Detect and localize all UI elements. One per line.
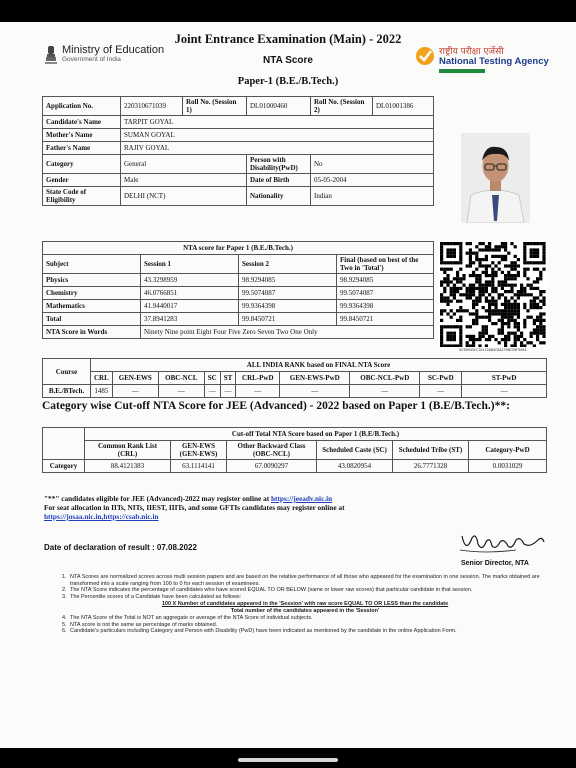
dob-label: Date of Birth: [247, 174, 311, 187]
note-text: The NTA Score of the Total is NOT an aggregate or average of the NTA Score of individual subjects.: [70, 615, 313, 621]
candidate-details-table: [42, 96, 434, 206]
gender-value: Male: [121, 174, 247, 187]
cutoff-value: 88.4121383: [85, 460, 171, 473]
dob-value: 05-05-2004: [311, 174, 434, 187]
rank-col: CRL: [91, 372, 113, 385]
eligibility-line1: "**" candidates eligible for JEE (Advanced)-2022 may register online at: [44, 494, 271, 503]
formula-denominator: Total number of the candidates appeared in the 'Session': [230, 607, 380, 614]
cutoff-col: Scheduled Tribe (ST): [393, 441, 469, 460]
cutoff-table: [42, 427, 547, 473]
rank-col: ST-PwD: [462, 372, 547, 385]
final-score: 99.8450721: [337, 313, 434, 326]
eligibility-note: [44, 494, 524, 521]
course-name: B.E./BTech.: [43, 385, 91, 398]
note-text: The NTA Score indicates the percentage of candidates who have scored EQUAL TO OR BELOW (same or lower raw scores) that particular candidate in that session.: [70, 587, 473, 593]
application-number: 220310671039: [121, 97, 183, 116]
rank-col: OBC-NCL: [158, 372, 204, 385]
signature-image: [456, 528, 548, 558]
all-india-rank-table: [42, 358, 547, 398]
exam-title: Joint Entrance Examination (Main) - 2022: [174, 32, 402, 46]
qr-code: [438, 241, 548, 347]
cutoff-col: Scheduled Caste (SC): [317, 441, 393, 460]
rank-value: —: [350, 385, 420, 398]
session2-score: 99.9364398: [239, 300, 337, 313]
percentile-formula: [62, 601, 548, 614]
note-item: 1. NTA Scores are normalized scores across multi session papers and are based on the relative performance of all those who appeared for the examination in one session. The marks obtained are transformed into a scale ranging from 100 to 0 for each session of examinees.: [62, 574, 548, 587]
table-row: [43, 300, 434, 313]
candidate-name: TARPIT GOYAL: [121, 116, 434, 129]
roll1-number: DL01000460: [247, 97, 311, 116]
roll1-label: Roll No. (Session 1): [183, 97, 247, 116]
roll2-number: DL01001386: [373, 97, 434, 116]
table-row: [43, 274, 434, 287]
nta-tagline-bar: [439, 69, 485, 73]
rank-col: SC-PwD: [420, 372, 462, 385]
rank-col: GEN-EWS: [112, 372, 158, 385]
application-label: Application No.: [43, 97, 121, 116]
score-words: Ninety Nine point Eight Four Five Zero Seven Two One Only: [141, 326, 434, 339]
note-text: The Percentile scores of a Candidate have been calculated as follows:: [70, 593, 242, 600]
signatory-title: Senior Director, NTA: [461, 560, 529, 567]
father-label: Father's Name: [43, 142, 121, 155]
note-item: 6. Candidate's particulars including Category and Person with Disability (PwD) have been indicated as mentioned by the candidate in the online Application Form.: [62, 628, 457, 634]
col-final: Final (based on best of the Two in 'Total'): [337, 255, 434, 274]
session1-score: 41.9440017: [141, 300, 239, 313]
session2-score: 99.5074087: [239, 287, 337, 300]
josaa-csab-link[interactable]: https://josaa.nic.in,https://csab.nic.in: [44, 512, 159, 521]
rank-col: SC: [204, 372, 220, 385]
session2-score: 99.8450721: [239, 313, 337, 326]
cutoff-col: Common Rank List (CRL): [85, 441, 171, 460]
rank-col: ST: [220, 372, 236, 385]
col-session1: Session 1: [141, 255, 239, 274]
candidate-photo-image: [461, 133, 530, 223]
cutoff-value: 67.0090297: [227, 460, 317, 473]
session1-score: 43.3298959: [141, 274, 239, 287]
rank-value: —: [112, 385, 158, 398]
nationality-label: Nationality: [247, 187, 311, 206]
cutoff-col: Other Backward Class (OBC-NCL): [227, 441, 317, 460]
nationality-value: Indian: [311, 187, 434, 206]
note-item: 2. The NTA Score indicates the percentage of candidates who have scored EQUAL TO OR BELOW (same or lower raw scores) that particular candidate in that session.: [62, 587, 473, 593]
final-score: 99.5074087: [337, 287, 434, 300]
note-text: Candidate's particulars including Category and Person with Disability (PwD) have been indicated as mentioned by the candidate in the online Application Form.: [70, 628, 457, 634]
candidate-photo: [461, 133, 530, 223]
final-score: 98.9294085: [337, 274, 434, 287]
roll2-label: Roll No. (Session 2): [311, 97, 373, 116]
col-subject: Subject: [43, 255, 141, 274]
cutoff-row-label: Category: [43, 460, 85, 473]
score-card: [0, 22, 576, 748]
formula-numerator: 100 X Number of candidates appeared in the 'Session' with raw score EQUAL TO OR LESS than the candidate: [161, 601, 449, 607]
rank-value: —: [280, 385, 350, 398]
nta-score-table: [42, 241, 434, 339]
subject-name: Physics: [43, 274, 141, 287]
ministry-government: Government of India: [62, 56, 121, 63]
jeeadv-link[interactable]: https://jeeadv.nic.in: [271, 494, 333, 503]
rank-value: —: [420, 385, 462, 398]
state-value: DELHI (NCT): [121, 187, 247, 206]
mother-name: SUMAN GOYAL: [121, 129, 434, 142]
subject-name: Chemistry: [43, 287, 141, 300]
rank-value: —: [204, 385, 220, 398]
home-indicator[interactable]: [238, 758, 338, 762]
ministry-name: Ministry of Education: [62, 44, 165, 56]
cutoff-table-heading: Cut-off Total NTA Score based on Paper 1 (B.E/B.Tech.): [85, 428, 547, 441]
note-item: 4. The NTA Score of the Total is NOT an aggregate or average of the NTA Score of individual subjects.: [62, 615, 313, 621]
subject-name: Total: [43, 313, 141, 326]
name-label: Candidate's Name: [43, 116, 121, 129]
col-session2: Session 2: [239, 255, 337, 274]
cutoff-value: 43.0820954: [317, 460, 393, 473]
session1-score: 37.8941283: [141, 313, 239, 326]
rank-value: —: [236, 385, 280, 398]
note-item: 5. NTA score is not the same as percentage of marks obtained.: [62, 621, 218, 628]
cutoff-blank-cell: [43, 428, 85, 460]
course-label: Course: [43, 359, 91, 385]
note-item: 3. The Percentile scores of a Candidate have been calculated as follows:: [62, 593, 242, 600]
cutoff-col: Category-PwD: [469, 441, 547, 460]
cutoff-heading: Category wise Cut-off NTA Score for JEE (Advanced) - 2022 based on Paper 1 (B.E/B.Tech.)**:: [42, 400, 510, 412]
qr-code-image: [438, 241, 548, 347]
cutoff-col: GEN-EWS (GEN-EWS): [171, 441, 227, 460]
rank-col: GEN-EWS-PwD: [280, 372, 350, 385]
rank-col: OBC-NCL-PwD: [350, 372, 420, 385]
score-words-label: NTA Score in Words: [43, 326, 141, 339]
mother-label: Mother's Name: [43, 129, 121, 142]
rank-col: CRL-PwD: [236, 372, 280, 385]
rank-value: —: [220, 385, 236, 398]
score-subtitle: NTA Score: [262, 55, 313, 66]
cutoff-value: 26.7771328: [393, 460, 469, 473]
category-value: General: [121, 155, 247, 174]
final-score: 99.9364398: [337, 300, 434, 313]
category-label: Category: [43, 155, 121, 174]
rank-heading: ALL INDIA RANK based on FINAL NTA Score: [91, 359, 547, 372]
table-row: [43, 313, 434, 326]
session1-score: 46.0766851: [141, 287, 239, 300]
session2-score: 98.9294085: [239, 274, 337, 287]
nta-name: National Testing Agency: [439, 56, 549, 67]
note-text: NTA Scores are normalized scores across multi session papers and are based on the relative performance of all those who appeared for the examination in one session. The marks obtained are transformed into a scale ranging from 100 to 0 for each session of examinees.: [70, 574, 540, 587]
pwd-value: No: [311, 155, 434, 174]
declaration-date: Date of declaration of result : 07.08.2022: [44, 543, 197, 552]
score-table-heading: NTA score for Paper 1 (B.E./B.Tech.): [43, 242, 434, 255]
nta-hindi-name: राष्ट्रीय परीक्षा एजेंसी: [439, 47, 504, 57]
rank-value: —: [462, 385, 547, 398]
father-name: RAJIV GOYAL: [121, 142, 434, 155]
table-row: [43, 460, 547, 473]
qr-code-text: 0C9D943CC76112AB4C8A17DBC59F5681: [459, 348, 527, 352]
note-text: NTA score is not the same as percentage of marks obtained.: [70, 621, 218, 628]
gender-label: Gender: [43, 174, 121, 187]
paper-title: Paper-1 (B.E./B.Tech.): [237, 76, 339, 87]
table-row: [43, 287, 434, 300]
table-row: [43, 385, 547, 398]
rank-value: 1485: [91, 385, 113, 398]
notes-list: [62, 574, 548, 635]
cutoff-value: 0.0031029: [469, 460, 547, 473]
subject-name: Mathematics: [43, 300, 141, 313]
cutoff-value: 63.1114141: [171, 460, 227, 473]
pwd-label: Person with Disability(PwD): [247, 155, 311, 174]
state-label: State Code of Eligibility: [43, 187, 121, 206]
status-bar: [0, 0, 576, 22]
eligibility-line2: For seat allocation in IITs, NITs, IIEST, IIITs, and some GFTIs candidates may register online at: [44, 503, 345, 512]
rank-value: —: [158, 385, 204, 398]
